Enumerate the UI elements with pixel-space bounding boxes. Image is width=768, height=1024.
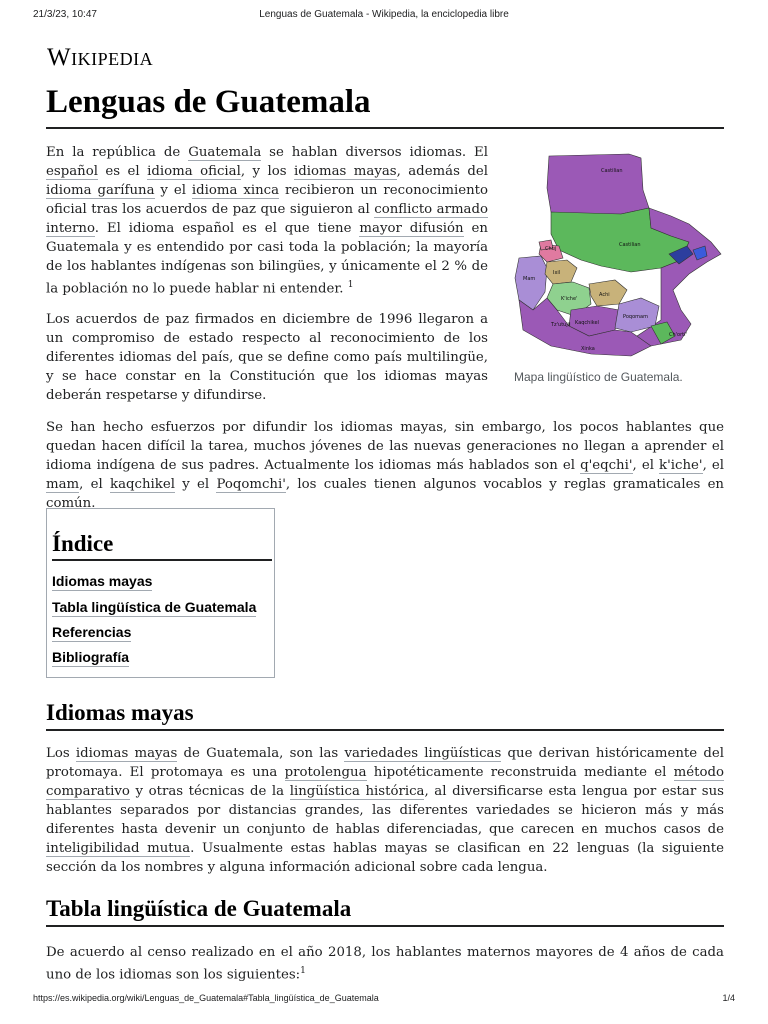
map-label-5: K'iche' [561, 296, 578, 302]
map-label-7: Kaqchikel [575, 320, 599, 326]
link-idioma-xinca[interactable]: idioma xinca [191, 183, 280, 198]
wikipedia-logo[interactable]: Wikipedia [47, 44, 154, 71]
toc-item-referencias[interactable]: Referencias [52, 624, 132, 640]
toc-item-tabla-linguistica[interactable]: Tabla lingüística de Guatemala [52, 599, 257, 615]
print-page-number: 1/4 [722, 993, 735, 1003]
link-mayor-difusion[interactable]: mayor difusión [359, 221, 464, 236]
link-inteligibilidad-mutua[interactable]: inteligibilidad mutua [46, 841, 191, 856]
section-heading-tabla-linguistica: Tabla lingüística de Guatemala [46, 896, 724, 927]
paragraph-tabla-linguistica: De acuerdo al censo realizado en el año 2018, los hablantes maternos mayores de 4 años de cada uno de los idiomas son los siguientes:$^1$ [46, 945, 724, 983]
map-label-8: Tz'utujil [551, 322, 571, 328]
map-label-6: Achi [599, 292, 610, 298]
map-label-4: Mam [523, 276, 536, 282]
link-mam[interactable]: mam [46, 477, 80, 492]
map-label-10: Xinka [581, 346, 595, 352]
print-title: Lenguas de Guatemala - Wikipedia, la enciclopedia libre [259, 9, 509, 20]
map-label-3: Ixil [553, 270, 561, 276]
link-idiomas-mayas-2[interactable]: idiomas mayas [75, 746, 178, 761]
link-idioma-garifuna[interactable]: idioma garífuna [46, 183, 155, 198]
link-protolengua[interactable]: protolengua [284, 765, 367, 780]
paragraph-acuerdos-de-paz: Los acuerdos de paz firmados en diciembre de 1996 llegaron a un compromiso de estado respecto al reconocimiento de los diferentes idiomas del país, que se define como país multilingüe, y se hace constar en la Constitución que los idiomas mayas deberán respetarse y difundirse. [46, 312, 488, 403]
link-kaqchikel[interactable]: kaqchikel [110, 477, 175, 492]
toc-item-bibliografia[interactable]: Bibliografía [52, 649, 130, 665]
link-linguistica-historica[interactable]: lingüística histórica [289, 784, 425, 799]
print-header [33, 9, 735, 23]
section-heading-idiomas-mayas: Idiomas mayas [46, 700, 724, 731]
language-map-figure [511, 150, 723, 390]
link-kiche[interactable]: k'iche' [659, 458, 703, 473]
reference-1-b[interactable]: 1 [300, 966, 306, 976]
table-of-contents [46, 508, 275, 678]
map-label-0: Castilian [601, 168, 623, 174]
map-label-9: Poqomam [623, 314, 648, 320]
guatemala-language-map[interactable] [511, 150, 723, 365]
reference-1[interactable]: 1 [347, 280, 354, 290]
paragraph-idiomas-mayas: Los idiomas mayas de Guatemala, son las variedades lingüísticas que derivan históricamente del protomaya. El protomaya es una protolengua hipotéticamente reconstruida mediante el método comparativo y otras técnicas de la lingüística histórica, al diversificarse esta lengua por estar sus hablantes separados por distancias grandes, las diferentes variedades se hicieron más y más diferentes hasta devenir un conjunto de hablas diferenciadas, que carecen en muchos casos de inteligibilidad mutua. Usualmente estas hablas mayas se clasifican en 22 lenguas (la siguiente sección da los nombres y alguna información adicional sobre cada lengua. [46, 746, 724, 875]
print-date: 21/3/23, 10:47 [33, 9, 97, 20]
map-label-11: Castilian [619, 242, 641, 248]
map-caption: Mapa lingüístico de Guatemala. [514, 370, 683, 384]
print-url: https://es.wikipedia.org/wiki/Lenguas_de_Guatemala#Tabla_lingüística_de_Guatemala [33, 993, 379, 1003]
link-metodo-comparativo[interactable]: método comparativo [46, 765, 724, 799]
link-variedades-linguisticas[interactable]: variedades lingüísticas [344, 746, 502, 761]
map-region-peten [547, 154, 649, 216]
map-label-2: Chuj [545, 246, 557, 252]
map-region-ixil [545, 260, 577, 284]
toc-title: Índice [52, 531, 272, 561]
link-idioma-oficial[interactable]: idioma oficial [147, 164, 241, 179]
link-guatemala[interactable]: Guatemala [188, 145, 262, 160]
link-idiomas-mayas[interactable]: idiomas mayas [293, 164, 397, 179]
lead-paragraph: En la república de Guatemala se hablan diversos idiomas. El español es el idioma oficial, y los idiomas mayas, además del idioma garífuna y el idioma xinca recibieron un reconocimiento oficial tras los acuerdos de paz que siguieron al conflicto armado interno. El idioma español es el que tiene mayor difusión en Guatemala y es entendido por casi toda la población; la mayoría de los hablantes indígenas son bilingües, y únicamente el 2 % de la población no lo puede hablar ni entender. $^1$ [46, 145, 489, 297]
link-conflicto-armado-interno[interactable]: conflicto armado interno [46, 202, 488, 236]
link-poqomchi[interactable]: Poqomchi' [216, 477, 286, 492]
print-footer [33, 993, 735, 1007]
toc-item-idiomas-mayas[interactable]: Idiomas mayas [52, 573, 153, 589]
paragraph-difusion: Se han hecho esfuerzos por difundir los idiomas mayas, sin embargo, los pocos hablantes que quedan hacen difícil la tarea, muchos jóvenes de las nuevas generaciones no llegan a aprender el idioma indígena de sus padres. Actualmente los idiomas más hablados son el q'eqchi', el k'iche', el mam, el kaqchikel y el Poqomchi', los cuales tienen algunos vocablos y reglas gramaticales en común. [46, 420, 724, 511]
page-title: Lenguas de Guatemala [46, 84, 724, 129]
link-espanol[interactable]: español [46, 164, 98, 179]
map-label-1: Ch'orti' [669, 332, 687, 338]
link-qeqchi[interactable]: q'eqchi' [580, 458, 633, 473]
